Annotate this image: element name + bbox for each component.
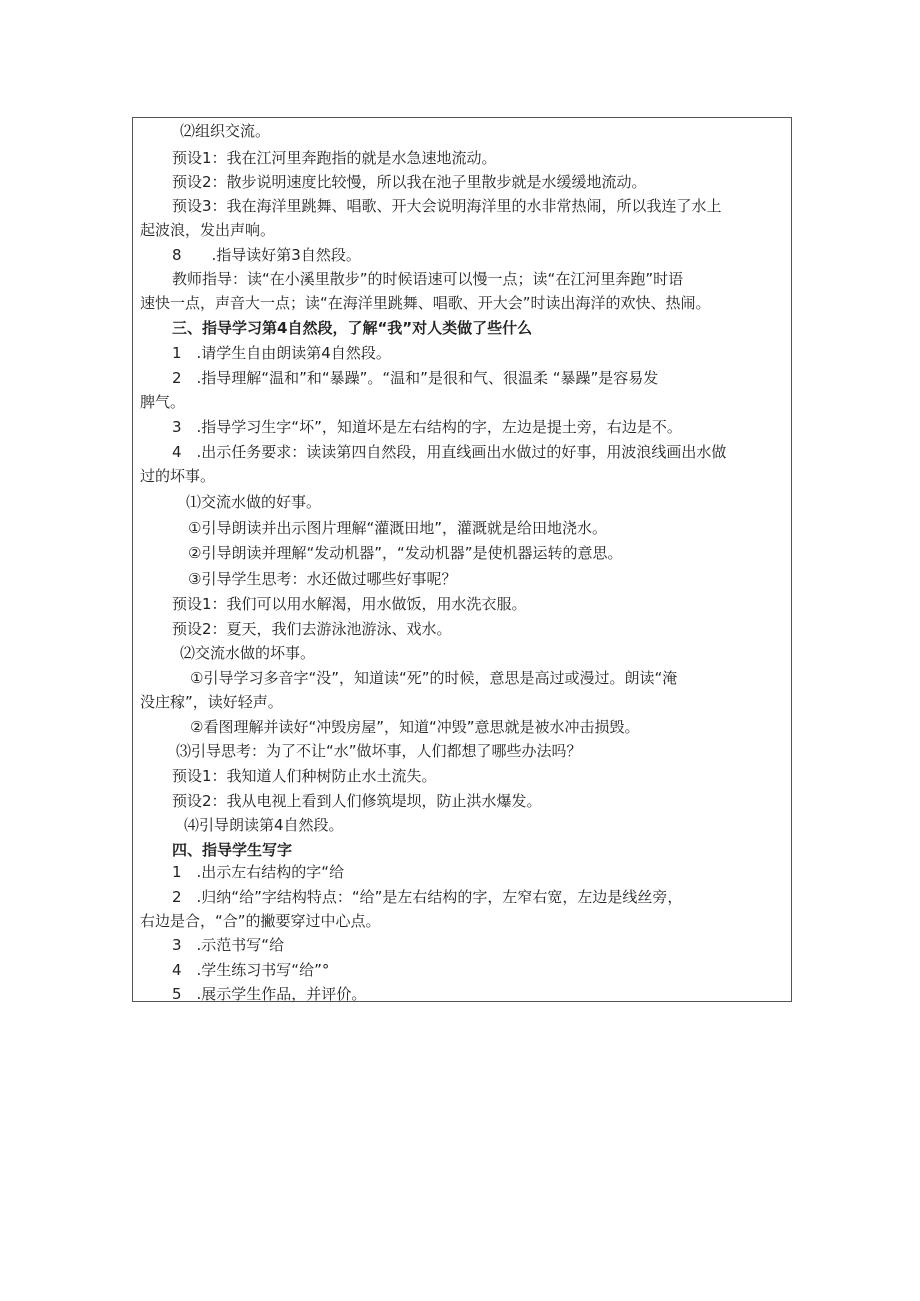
text-line: ①引导朗读并出示图片理解“灌溉田地”，灌溉就是给田地浇水。 xyxy=(188,519,607,537)
text-line: 4 .出示任务要求：读读第四自然段，用直线画出水做过的好事，用波浪线画出水做 xyxy=(172,443,727,461)
text-line: 预设2：散步说明速度比较慢，所以我在池子里散步就是水缓缓地流动。 xyxy=(172,173,647,191)
text-line: ②看图理解并读好“冲毁房屋”，知道“冲毁”意思就是被水冲击损毁。 xyxy=(190,718,640,736)
text-line: 预设1：我知道人们种树防止水土流失。 xyxy=(172,767,437,785)
text-line: ⑶引导思考：为了不让“水”做坏事，人们都想了哪些办法吗？ xyxy=(176,742,582,760)
text-line: 预设1：我在江河里奔跑指的就是水急速地流动。 xyxy=(172,149,497,167)
text-line: ②引导朗读并理解“发动机器”，“发动机器”是使机器运转的意思。 xyxy=(188,544,623,562)
text-line: 速快一点，声音大一点；读“在海洋里跳舞、唱歌、开大会”时读出海洋的欢快、热闹。 xyxy=(140,294,711,312)
text-line: 预设1：我们可以用水解渴，用水做饭，用水洗衣服。 xyxy=(172,595,527,613)
text-line: 1 .请学生自由朗读第4自然段。 xyxy=(172,344,391,362)
text-line: 过的坏事。 xyxy=(140,467,216,485)
text-line: 右边是合，“合”的撇要穿过中心点。 xyxy=(140,912,381,930)
text-line: ①引导学习多音字“没”，知道读“死”的时候，意思是高过或漫过。朗读“淹 xyxy=(190,669,678,687)
text-line: 3 .指导学习生字“坏”，知道坏是左右结构的字，左边是提土旁，右边是不。 xyxy=(172,418,682,436)
text-line: ⑵交流水做的坏事。 xyxy=(180,644,316,662)
text-line: 5 .展示学生作品，并评价。 xyxy=(172,985,367,1003)
text-line: 1 .出示左右结构的字“给 xyxy=(172,863,345,881)
text-line: 教师指导：读“在小溪里散步”的时候语速可以慢一点；读“在江河里奔跑”时语 xyxy=(172,270,684,288)
text-line: 2 .归纳“给”字结构特点：“给”是左右结构的字，左窄右宽，左边是线丝旁， xyxy=(172,888,683,906)
text-line: 4 .学生练习书写“给”° xyxy=(172,961,330,979)
text-line: 3 .示范书写“给 xyxy=(172,936,285,954)
section-heading: 四、指导学生写字 xyxy=(172,841,293,859)
text-line: 没庄稼”，读好轻声。 xyxy=(140,693,283,711)
text-line: ⑴交流水做的好事。 xyxy=(186,493,322,511)
text-line: 脾气。 xyxy=(140,393,186,411)
text-line: 8 .指导读好第3自然段。 xyxy=(172,246,361,264)
text-line: 预设3：我在海洋里跳舞、唱歌、开大会说明海洋里的水非常热闹，所以我连了水上 xyxy=(172,197,722,215)
text-line: 2 .指导理解“温和”和“暴躁”。“温和”是很和气、很温柔 “暴躁”是容易发 xyxy=(172,369,659,387)
text-line: 起波浪，发出声响。 xyxy=(140,221,276,239)
text-line: ③引导学生思考：水还做过哪些好事呢？ xyxy=(188,570,457,588)
text-line: 预设2：我从电视上看到人们修筑堤坝，防止洪水爆发。 xyxy=(172,792,542,810)
section-heading: 三、指导学习第4自然段，了解“我”对人类做了些什么 xyxy=(172,319,533,337)
text-line: 预设2：夏天，我们去游泳池游泳、戏水。 xyxy=(172,620,452,638)
text-line: ⑵组织交流。 xyxy=(180,122,271,140)
text-line: ⑷引导朗读第4自然段。 xyxy=(184,816,344,834)
